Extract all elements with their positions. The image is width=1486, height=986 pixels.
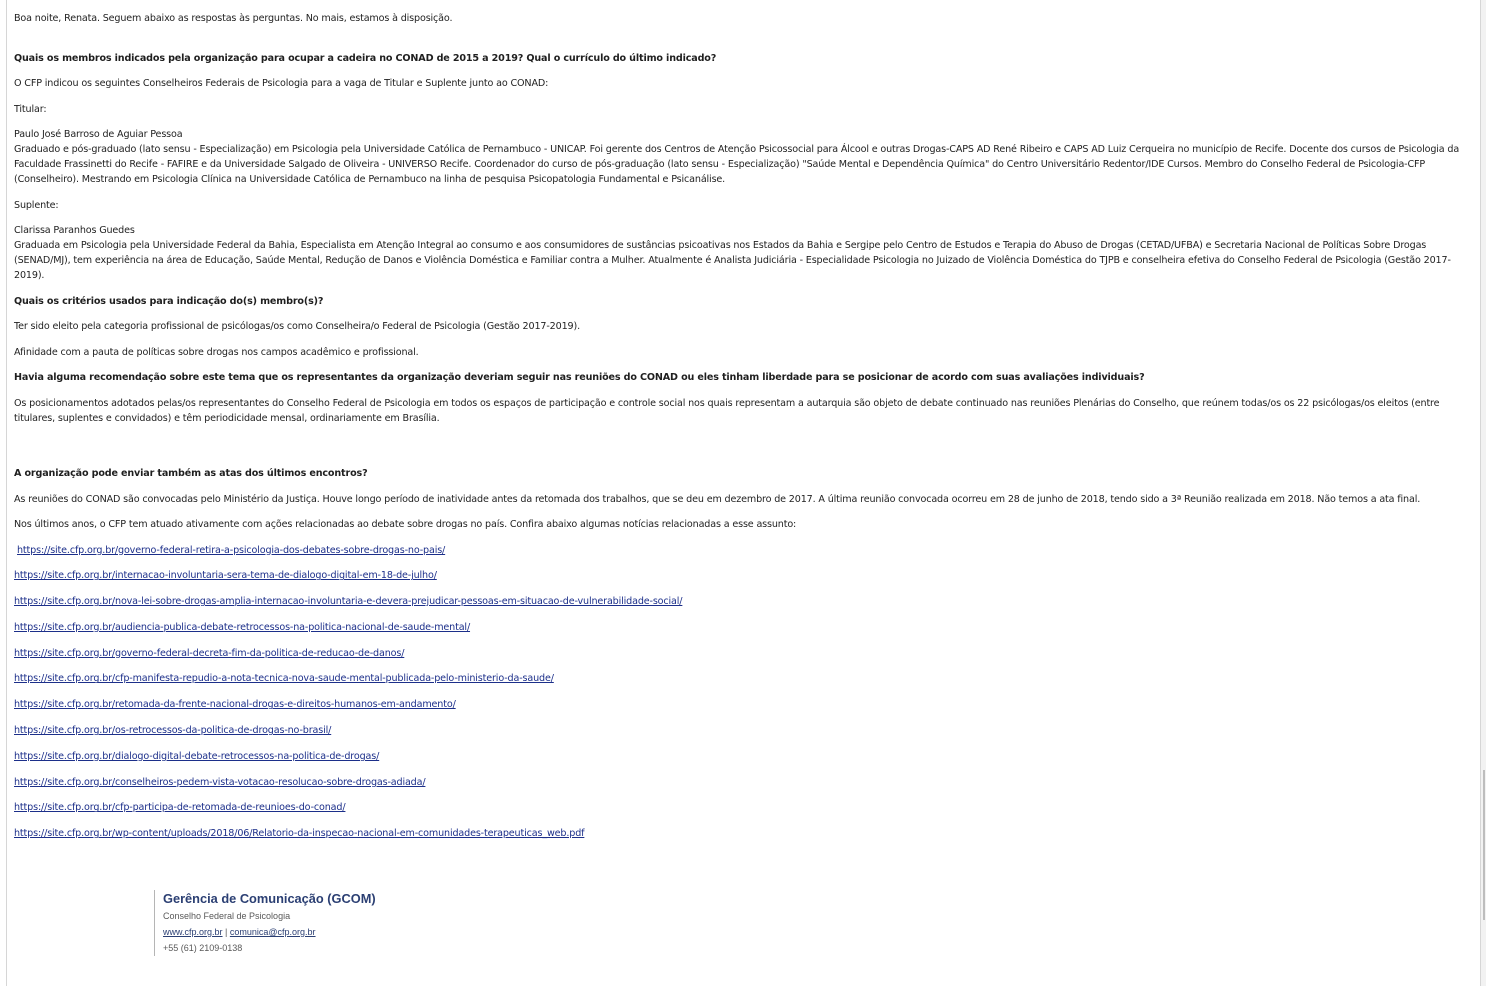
signature-site-link[interactable]: www.cfp.org.br [163, 927, 223, 937]
answer-4-item-2: Nos últimos anos, o CFP tem atuado ativamente com ações relacionadas ao debate sobre drogas no país. Confira abaixo algumas notícias relacionadas a esse assunto: [14, 519, 797, 530]
signature-title: Gerência de Comunicação (GCOM) [163, 891, 376, 906]
answer-3: Os posicionamentos adotados pelas/os representantes do Conselho Federal de Psicologia em todos os espaços de participação e controle social nos quais representam a autarquia são objeto de debate continuado nas reuniões Plenárias do Conselho, que reúnem todas/os os 22 psicólogas/os eleitos (entre titulares, suplentes e convidados) e têm periodicidade mensal, ordinariamente em Brasília. [14, 397, 1440, 424]
news-link-11[interactable]: https://site.cfp.org.br/cfp-participa-de-retomada-de-reunioes-do-conad/ [14, 802, 346, 814]
email-body [14, 11, 1466, 852]
question-3: Havia alguma recomendação sobre este tema que os representantes da organização deveriam seguir nas reuniões do CONAD ou eles tinham liberdade para se posicionar de acordo com suas avaliações individuais? [14, 372, 1145, 383]
titular-label: Titular: [14, 103, 47, 115]
signature-separator: | [222, 927, 230, 937]
scrollbar-thumb[interactable] [1483, 770, 1485, 920]
spacer [14, 436, 1466, 466]
news-link-2[interactable]: https://site.cfp.org.br/internacao-involuntaria-sera-tema-de-dialogo-digital-em-18-de-julho/ [14, 570, 437, 582]
suplente-name: Clarissa Paranhos Guedes [14, 225, 135, 236]
news-link-8[interactable]: https://site.cfp.org.br/os-retrocessos-da-politica-de-drogas-no-brasil/ [14, 725, 332, 737]
titular-cv: Graduado e pós-graduado (lato sensu - Especialização) em Psicologia pela Universidade Católica de Pernambuco - UNICAP. Foi gerente dos Centros de Atenção Psicossocial para Álcool e outras Drogas-CAPS AD René Ribeiro e CAPS AD Luiz Cerqueira no município de Recife. Docente dos cursos de Psicologia da Faculdade Frassinetti do Recife - FAFIRE e da Universidade Salgado de Oliveira - UNIVERSO Recife. Coordenador do curso de pós-graduação (lato sensu - Especialização) "Saúde Mental e Dependência Química" do Centro Universitário Redentor/IDE Cursos. Membro do Conselho Federal de Psicologia-CFP (Conselheiro). Mestrando em Psicologia Clínica na Universidade Católica de Pernambuco na linha de pesquisa Psicopatologia Fundamental e Psicanálise. [14, 144, 1460, 185]
question-1: Quais os membros indicados pela organização para ocupar a cadeira no CONAD de 2015 a 2019? Qual o currículo do último indicado? [14, 52, 717, 64]
email-signature [154, 890, 376, 956]
news-link-1[interactable]: https://site.cfp.org.br/governo-federal-retira-a-psicologia-dos-debates-sobre-drogas-no-pais/ [17, 544, 446, 556]
greeting: Boa noite, Renata. Seguem abaixo as respostas às perguntas. No mais, estamos à disposição. [14, 13, 453, 24]
suplente-label: Suplente: [14, 199, 59, 211]
news-link-10[interactable]: https://site.cfp.org.br/conselheiros-pedem-vista-votacao-resolucao-sobre-drogas-adiada/ [14, 776, 426, 788]
news-link-12[interactable]: https://site.cfp.org.br/wp-content/uploads/2018/06/Relatorio-da-inspecao-nacional-em-comunidades-terapeuticas_web.pdf [14, 828, 585, 840]
news-links-list [14, 543, 1466, 842]
question-2: Quais os critérios usados para indicação do(s) membro(s)? [14, 295, 324, 307]
news-link-3[interactable]: https://site.cfp.org.br/nova-lei-sobre-drogas-amplia-internacao-involuntaria-e-devera-prejudicar-pessoas-em-situacao-de-vulnerabilidade-social/ [14, 596, 683, 608]
signature-phone: +55 (61) 2109-0138 [163, 943, 243, 953]
spacer [14, 37, 1466, 51]
titular-name: Paulo José Barroso de Aguiar Pessoa [14, 129, 183, 140]
news-link-9[interactable]: https://site.cfp.org.br/dialogo-digital-debate-retrocessos-na-politica-de-drogas/ [14, 750, 380, 762]
question-4: A organização pode enviar também as atas dos últimos encontros? [14, 468, 368, 479]
answer-4-item-1: As reuniões do CONAD são convocadas pelo Ministério da Justiça. Houve longo período de inatividade antes da retomada dos trabalhos, que se deu em dezembro de 2017. A última reunião convocada ocorreu em 28 de junho de 2018, tendo sido a 3ª Reunião realizada em 2018. Não temos a ata final. [14, 493, 1421, 505]
news-link-4[interactable]: https://site.cfp.org.br/audiencia-publica-debate-retrocessos-na-politica-nacional-de-saude-mental/ [14, 621, 471, 633]
news-link-6[interactable]: https://site.cfp.org.br/cfp-manifesta-repudio-a-nota-tecnica-nova-saude-mental-publicada-pelo-ministerio-da-saude/ [14, 673, 554, 685]
news-link-7[interactable]: https://site.cfp.org.br/retomada-da-frente-nacional-drogas-e-direitos-humanos-em-andamento/ [14, 699, 456, 711]
news-link-5[interactable]: https://site.cfp.org.br/governo-federal-decreta-fim-da-politica-de-reducao-de-danos/ [14, 647, 405, 659]
signature-email-link[interactable]: comunica@cfp.org.br [229, 927, 316, 937]
answer-2-item-2: Afinidade com a pauta de políticas sobre drogas nos campos acadêmico e profissional. [14, 346, 419, 358]
answer-2-item-1: Ter sido eleito pela categoria profissional de psicólogas/os como Conselheira/o Federal de Psicologia (Gestão 2017-2019). [14, 321, 580, 332]
signature-org: Conselho Federal de Psicologia [163, 911, 291, 921]
suplente-cv: Graduada em Psicologia pela Universidade Federal da Bahia, Especialista em Atenção Integral ao consumo e aos consumidores de sustâncias psicoativas nos Estados da Bahia e Sergipe pelo Centro de Estudos e Terapia do Abuso de Drogas (CETAD/UFBA) e Secretaria Nacional de Políticas Sobre Drogas (SENAD/MJ), tem experiência na área de Educação, Saúde Mental, Redução de Danos e Violência Doméstica e Familiar contra a Mulher. Atualmente é Analista Judiciária - Especialidade Psicologia no Juizado de Violência Doméstica do TJPB e conselheira efetiva do Conselho Federal de Psicologia (Gestão 2017-2019). [14, 240, 1451, 281]
signature-contacts [163, 924, 376, 940]
answer-1-intro: O CFP indicou os seguintes Conselheiros Federais de Psicologia para a vaga de Titular e Suplente junto ao CONAD: [14, 78, 549, 89]
